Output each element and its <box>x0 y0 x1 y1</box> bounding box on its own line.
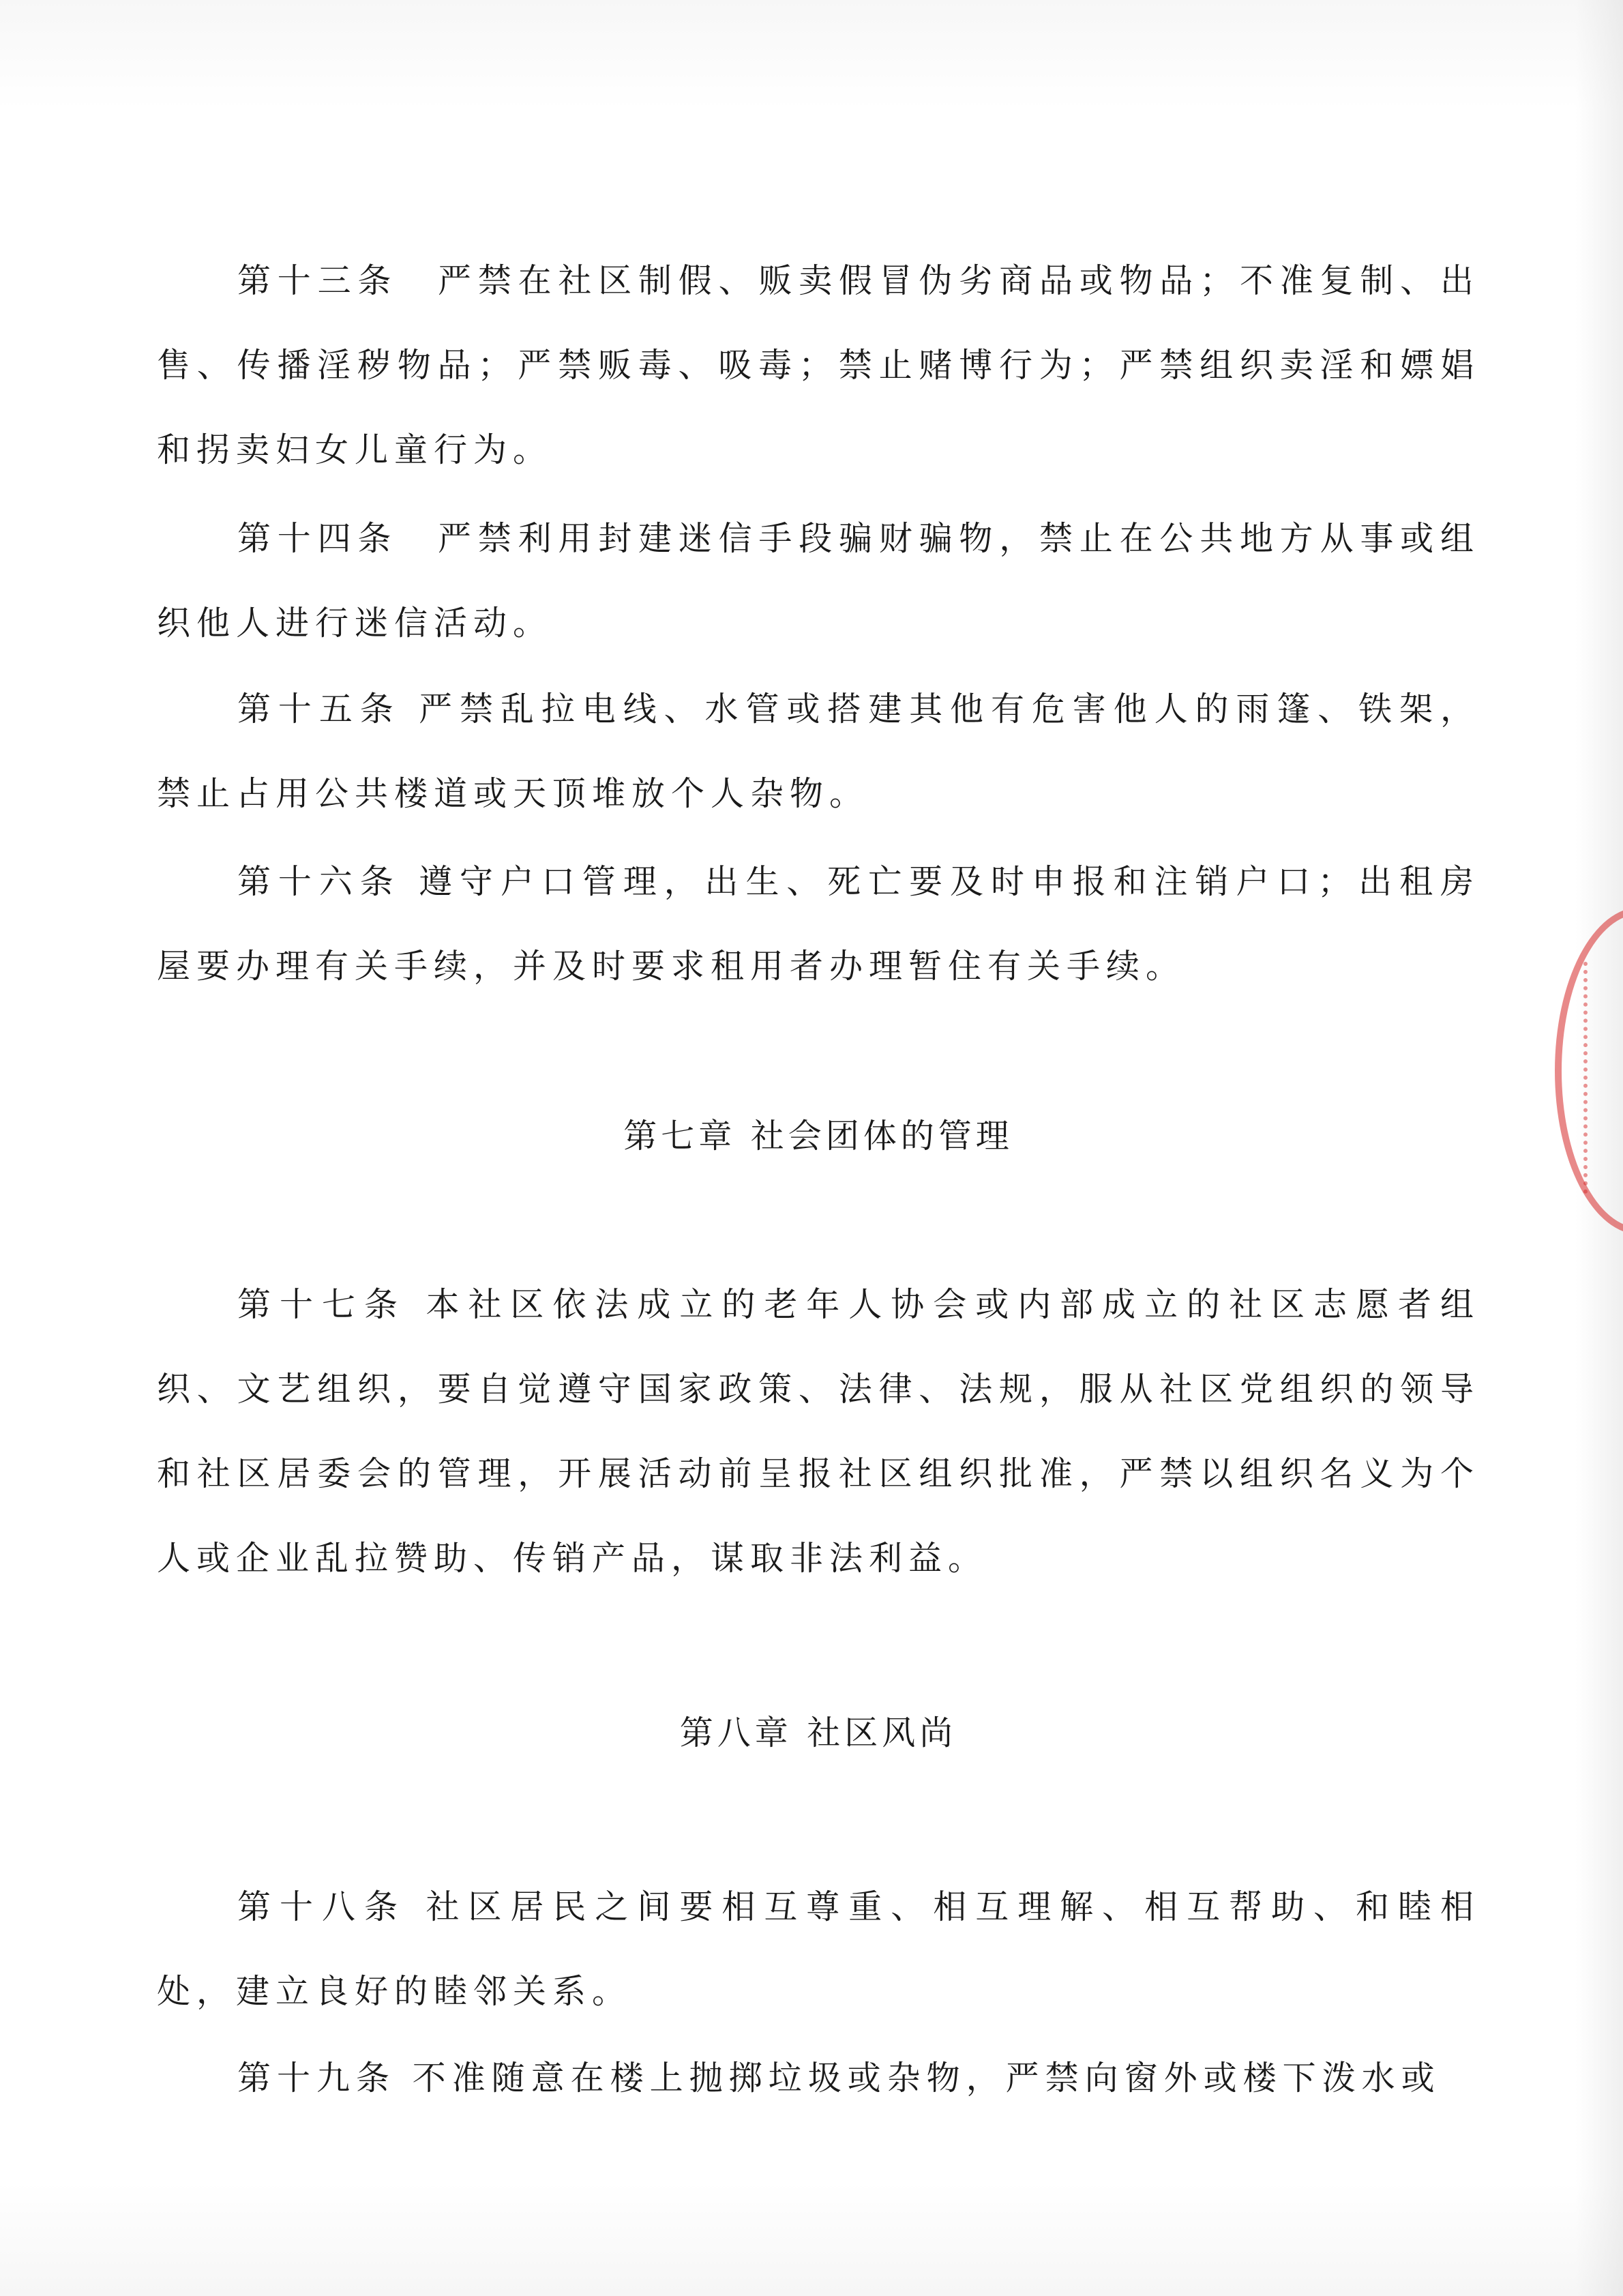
article-15: 第十五条 严禁乱拉电线、水管或搭建其他有危害他人的雨篷、铁架，禁止占用公共楼道或天顶堆放个人杂物。 <box>157 690 1480 813</box>
article-16: 第十六条 遵守户口管理，出生、死亡要及时申报和注销户口；出租房屋要办理有关手续，并及时要求租用者办理暂住有关手续。 <box>157 862 1480 986</box>
article-13: 第十三条 严禁在社区制假、贩卖假冒伪劣商品或物品；不准复制、出售、传播淫秽物品；严禁贩毒、吸毒；禁止赌博行为；严禁组织卖淫和嫖娼和拐卖妇女儿童行为。 <box>157 261 1480 469</box>
article-17: 第十七条 本社区依法成立的老年人协会或内部成立的社区志愿者组织、文艺组织，要自觉遵守国家政策、法律、法规，服从社区党组织的领导和社区居委会的管理，开展活动前呈报社区组织批准，严禁以组织名义为个人或企业乱拉赞助、传销产品，谋取非法利益。 <box>157 1285 1480 1578</box>
article-19: 第十九条 不准随意在楼上抛掷垃圾或杂物，严禁向窗外或楼下泼水或 <box>237 2059 1441 2098</box>
article-14: 第十四条 严禁利用封建迷信手段骗财骗物，禁止在公共地方从事或组织他人进行迷信活动。 <box>157 519 1480 643</box>
red-seal-stamp <box>1555 907 1623 1235</box>
chapter-7-heading: 第七章 社会团体的管理 <box>623 1117 1013 1156</box>
seal-inner-ring <box>1583 962 1615 1194</box>
chapter-8-heading: 第八章 社区风尚 <box>679 1713 957 1752</box>
article-18: 第十八条 社区居民之间要相互尊重、相互理解、相互帮助、和睦相处，建立良好的睦邻关系。 <box>157 1887 1480 2011</box>
